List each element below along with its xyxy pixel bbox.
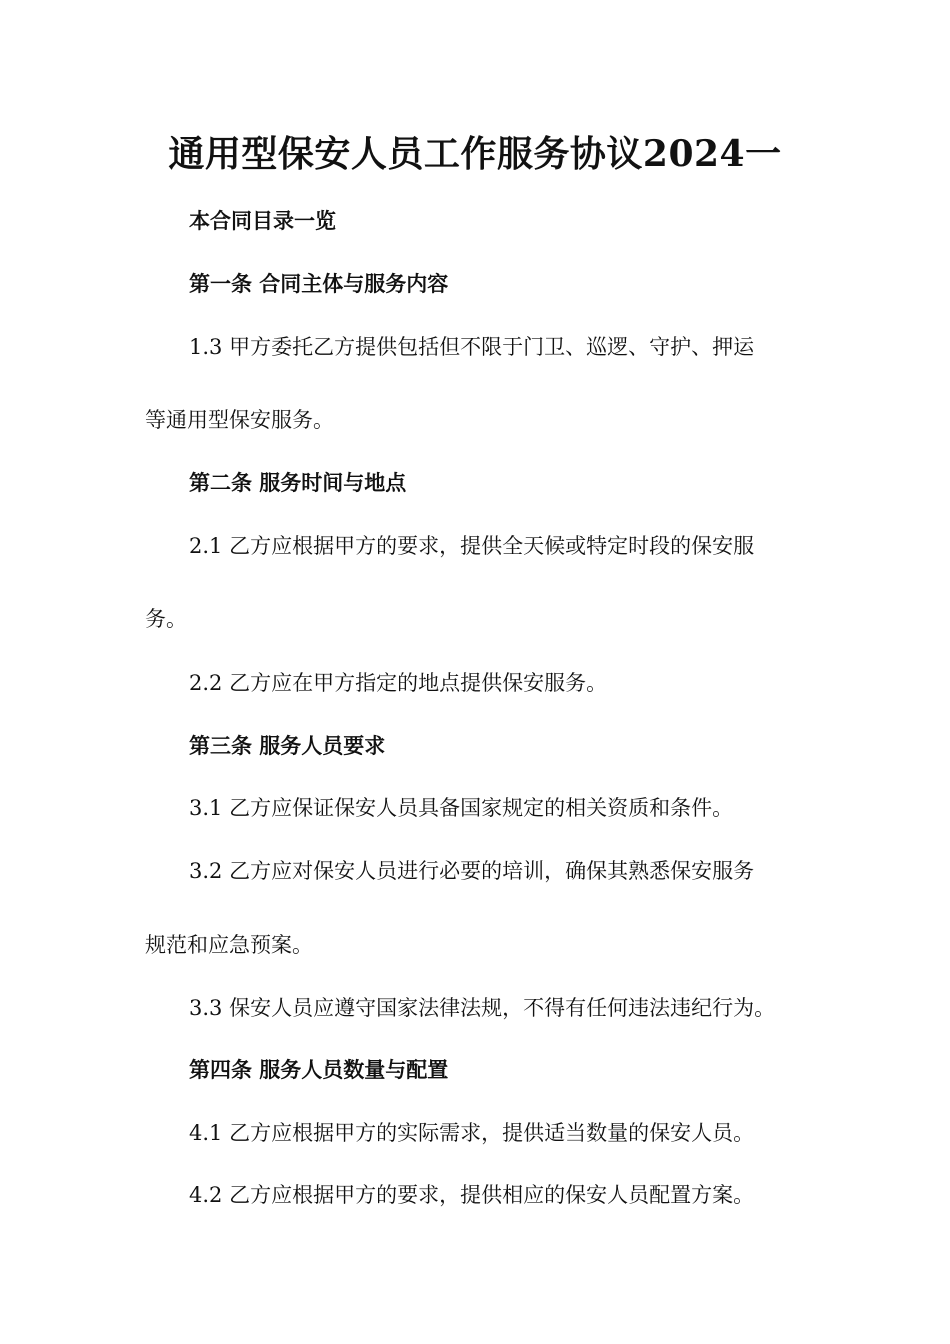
paragraph-line: 3.3 保安人员应遵守国家法律法规，不得有任何违法违纪行为。 xyxy=(189,996,776,1020)
paragraph-line: 2.2 乙方应在甲方指定的地点提供保安服务。 xyxy=(189,671,608,695)
paragraph-line: 1.3 甲方委托乙方提供包括但不限于门卫、巡逻、守护、押运 xyxy=(189,335,755,359)
section-heading: 第四条 服务人员数量与配置 xyxy=(189,1057,449,1082)
section-heading: 第二条 服务时间与地点 xyxy=(189,470,407,495)
section-heading: 第三条 服务人员要求 xyxy=(189,733,386,758)
paragraph-line: 4.2 乙方应根据甲方的要求，提供相应的保安人员配置方案。 xyxy=(189,1183,755,1207)
paragraph-line: 规范和应急预案。 xyxy=(145,933,313,957)
paragraph-line: 2.1 乙方应根据甲方的要求，提供全天候或特定时段的保安服 xyxy=(189,534,755,558)
paragraph-line: 3.1 乙方应保证保安人员具备国家规定的相关资质和条件。 xyxy=(189,796,734,820)
document-title: 通用型保安人员工作服务协议2024一 xyxy=(168,133,782,175)
section-heading: 第一条 合同主体与服务内容 xyxy=(189,271,449,296)
paragraph-line: 等通用型保安服务。 xyxy=(145,408,334,432)
paragraph-line: 3.2 乙方应对保安人员进行必要的培训，确保其熟悉保安服务 xyxy=(189,859,755,883)
paragraph-line: 务。 xyxy=(145,607,187,631)
paragraph-line: 4.1 乙方应根据甲方的实际需求，提供适当数量的保安人员。 xyxy=(189,1121,755,1145)
toc-heading: 本合同目录一览 xyxy=(189,208,336,233)
